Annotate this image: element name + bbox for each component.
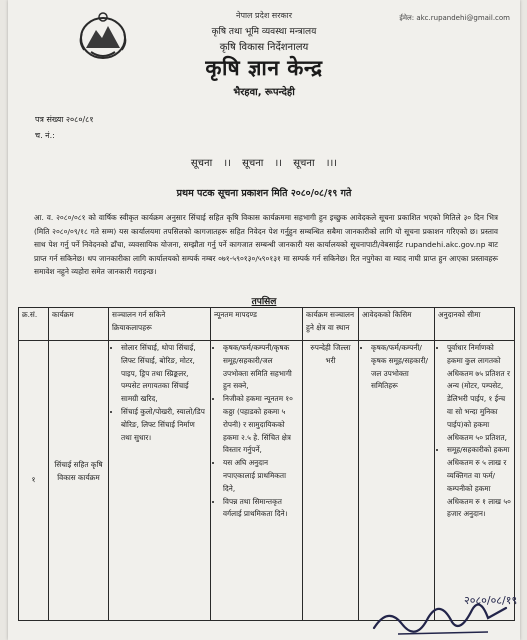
header-program: कार्यक्रम — [49, 308, 109, 341]
schedule-title: तपसिल — [251, 297, 277, 307]
list-item: • निजीको हकमा न्यूनतम १० कठ्ठा (पहाडको हकमा ५ रोपनी) र सामुदायिकको हकमा २.५ हे. सिंचित क्षेत्र विस्तार गर्नुपर्ने, — [223, 393, 299, 457]
cell-program: सिंचाई सहित कृषि विकास कार्यक्रम — [49, 341, 109, 621]
list-item: • सिंचाई कुलो/पोखरी, स्यालो/डिप बोरिङ, लिफ्ट सिंचाई निर्माण तथा सुधार। — [121, 406, 207, 444]
directorate-name: कृषि विकास निर्देशनालय — [219, 42, 309, 53]
list-item: • कृषक/फर्म/कम्पनी/कृषक समूह/सहकारी/जल उपभोक्ता समितिहरू — [371, 342, 431, 393]
cell-activities — [109, 341, 211, 621]
notice-title: सूचना ।। सूचना ।। सूचना ।।। — [190, 158, 338, 169]
cell-serial: १ — [19, 341, 49, 621]
office-location: भैरहवा, रूपन्देही — [233, 87, 295, 98]
signature-date: २०८०/०८/१९ — [464, 594, 518, 607]
list-item: • यस अघि अनुदान नपाएकालाई प्राथमिकता दिने, — [223, 457, 299, 495]
header-area: कार्यक्रम सञ्चालन हुने क्षेत्र वा स्थान — [303, 308, 359, 341]
cell-applicant — [359, 341, 435, 621]
list-item: • पूर्वाधार निर्माणको हकमा कुल लागतको अधिकतम ७५ प्रतिशत र अन्य (मोटर, पम्पसेट, डेलिभरी पाईप, १ ईन्च वा सो भन्दा मुनिका पाईप)को हकमा अधिकतम ५० प्रतिशत, — [447, 342, 511, 444]
notice-document — [8, 0, 520, 640]
list-item: • कृषक/फर्म/कम्पनी/कृषक समूह/सहकारी/जल उपभोक्ता समिति सहभागी हुन सक्ने, — [223, 342, 299, 393]
header-applicant: आवेदकको किसिम — [359, 308, 435, 341]
cell-criteria — [211, 341, 303, 621]
email-address: ईमेल: akc.rupandehi@gmail.com — [399, 14, 510, 22]
publication-line: प्रथम पटक सूचना प्रकाशन मिति २०८०/०८/१९ गते — [176, 188, 352, 199]
program-table — [18, 307, 518, 621]
cell-area: रुपन्देही जिल्ला भरी — [303, 341, 359, 621]
dispatch-number: च. नं.: — [35, 131, 55, 140]
table-row — [19, 341, 515, 621]
header-serial: क्र.सं. — [19, 308, 49, 341]
handwritten-signature — [368, 588, 518, 640]
government-name: नेपाल प्रदेश सरकार — [236, 11, 292, 20]
header-activities: सञ्चालन गर्न सकिने क्रियाकलापहरू — [109, 308, 211, 341]
table-header-row — [19, 308, 515, 341]
notice-body: आ. व. २०८०/०८१ को वार्षिक स्वीकृत कार्यक्रम अनुसार सिंचाई सहित कृषि विकास कार्यक्रममा सहभागी हुन इच्छुक आवेदकले सूचना प्रकाशित भएको मितिले ३० दिन भित्र (मिति २०८०/०९/१८ गते सम्म) यस कार्यालयमा तपसिलको कागजातहरू सहित निवेदन पेश गर्नुहुन सम्बन्धित सबैमा जानकारीको लागि यो सूचना प्रकाशन गरिएको छ। प्रस्ताव साथ पेश गर्नु पर्ने निवेदनको ढाँचा, व्यवसायिक योजना, सम्झौता गर्नु पर्ने कागजात सम्बन्धी जानकारी यस कार्यालयको सूचनापाटी/वेबसाईट rupandehi.akc.gov.np बाट प्राप्त गर्न सकिनेछ। थप जानकारीका लागि कार्यालयको सम्पर्क नम्बर ०७१-५९०१३०/५९०१३१ मा सम्पर्क गर्न सकिनेछ। रित नपुगेका वा म्याद नाघी प्राप्त हुन आएका प्रस्तावहरू समावेश नहुने व्यहोरा समेत जानकारी गराइन्छ। — [34, 213, 498, 277]
header-grant: अनुदानको सीमा — [435, 308, 515, 341]
ministry-name: कृषि तथा भूमि व्यवस्था मन्त्रालय — [211, 27, 317, 37]
office-name: कृषि ज्ञान केन्द्र — [205, 56, 323, 80]
list-item: • समूह/सहकारीको हकमा अधिकतम रु ५ लाख र व्यक्तिगत वा फर्म/कम्पनीको हकमा अधिकतम रु १ लाख ५० हजार अनुदान। — [447, 444, 511, 521]
list-item: • सोलार सिंचाई, थोपा सिंचाई, लिफ्ट सिंचाई, बोरिङ, मोटर, पाइप, ड्रिप तथा स्प्रिङ्कलर, पम्पसेट लगायतका सिंचाई सामग्री खरिद, — [121, 342, 207, 406]
list-item: • विपन्न तथा सिमान्तकृत वर्गलाई प्राथमिकता दिने। — [223, 496, 299, 522]
letter-number: पत्र संख्या २०८०/८१ — [35, 115, 94, 124]
header-criteria: न्यूनतम मापदण्ड — [211, 308, 303, 341]
cell-grant — [435, 341, 518, 621]
